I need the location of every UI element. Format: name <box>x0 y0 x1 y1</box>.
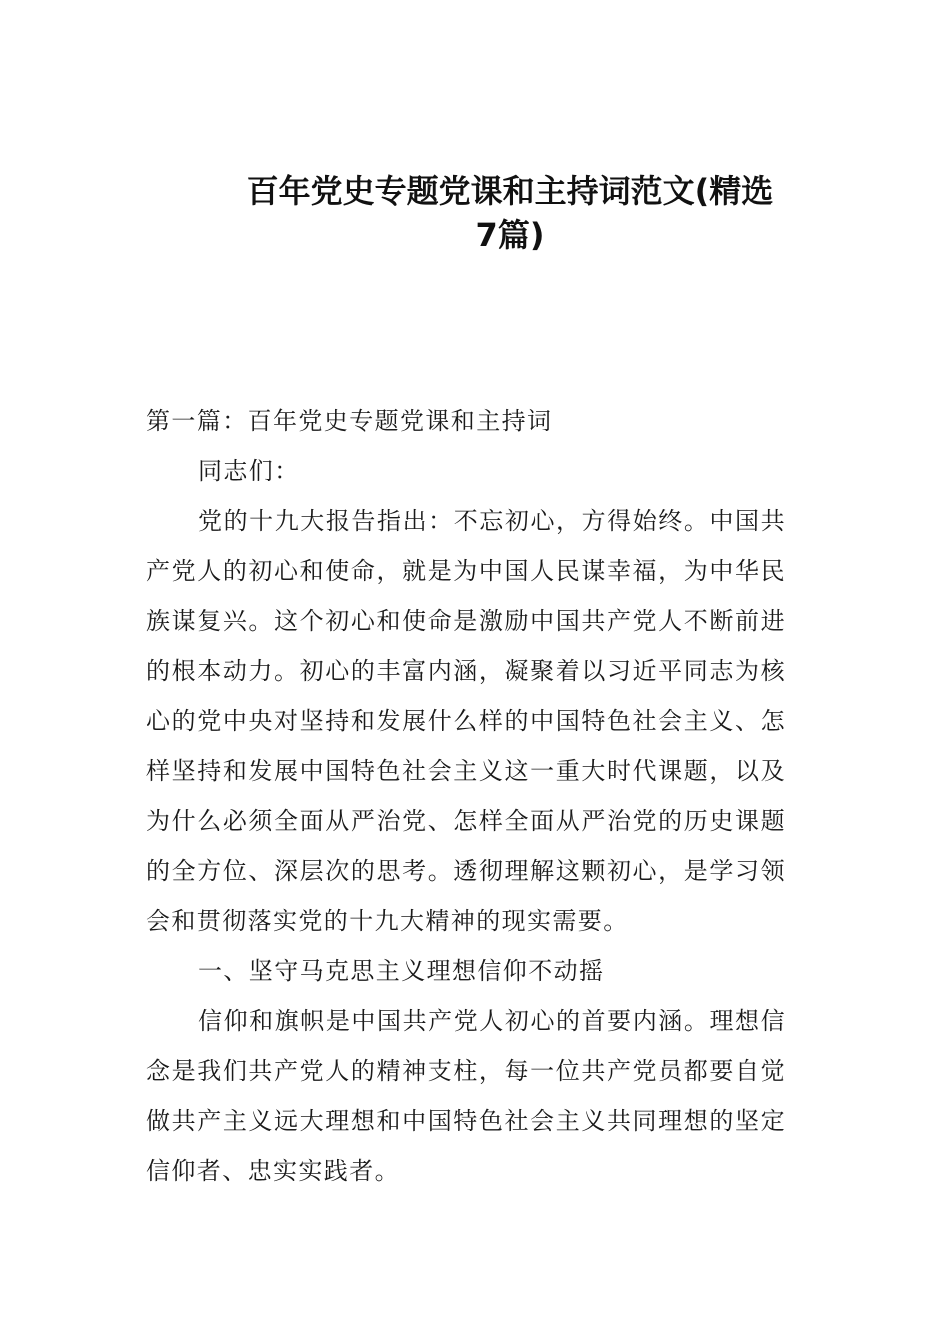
body-paragraph: 党的十九大报告指出：不忘初心，方得始终。中国共产党人的初心和使命，就是为中国人民谋幸福，为中华民族谋复兴。这个初心和使命是激励中国共产党人不断前进的根本动力。初心的丰富内涵，凝聚着以习近平同志为核心的党中央对坚持和发展什么样的中国特色社会主义、怎样坚持和发展中国特色社会主义这一重大时代课题，以及为什么必须全面从严治党、怎样全面从严治党的历史课题的全方位、深层次的思考。透彻理解这颗初心，是学习领会和贯彻落实党的十九大精神的现实需要。 <box>146 507 786 935</box>
title-line-1: 百年党史专题党课和主持词范文(精选 <box>246 172 774 210</box>
section-heading: 第一篇：百年党史专题党课和主持词 <box>146 407 553 435</box>
title-line-2: 7篇) <box>475 216 545 254</box>
body-paragraph: 信仰和旗帜是中国共产党人初心的首要内涵。理想信念是我们共产党人的精神支柱，每一位共产党员都要自觉做共产主义远大理想和中国特色社会主义共同理想的坚定信仰者、忠实实践者。 <box>146 1007 786 1185</box>
subheading: 一、坚守马克思主义理想信仰不动摇 <box>198 957 605 985</box>
salutation: 同志们： <box>198 457 300 485</box>
document-body <box>146 396 786 1196</box>
document-title <box>150 170 870 256</box>
